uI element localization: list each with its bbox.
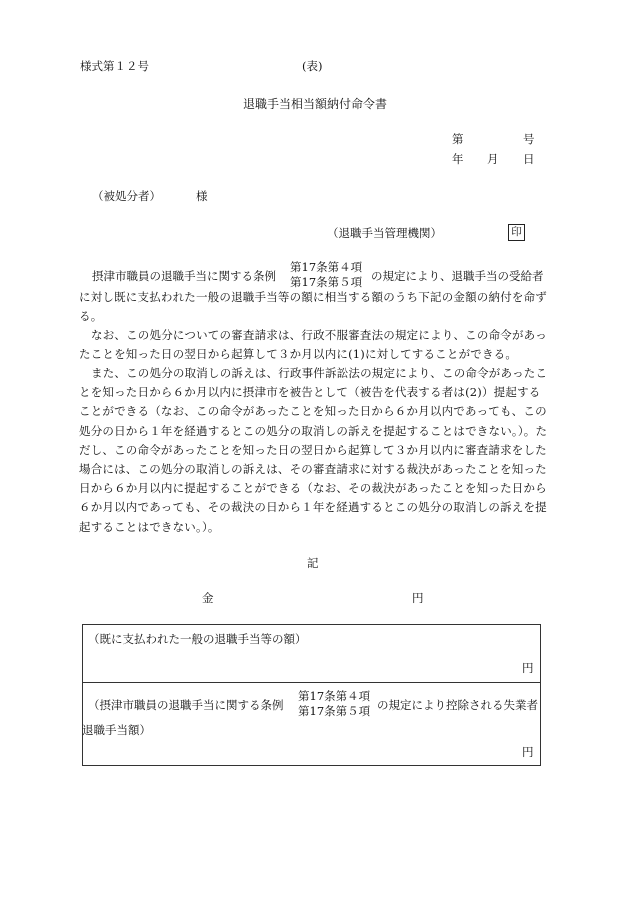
table-divider [82,682,541,683]
paid-amount-label: （既に支払われた一般の退職手当等の額） [88,632,307,646]
ordinance-clause-suffix: の規定により、退職手当の受給者 [371,269,544,283]
issue-date-year: 年 [452,152,464,166]
addressee-honorific: 様 [196,189,208,203]
deduction-article-option-4: 第17条第４項 [298,689,371,703]
deduction-article-choice [298,689,370,719]
authority-label: （退職手当管理機関） [327,226,442,240]
amount-unit: 円 [412,591,424,605]
lawsuit-notice: また、この処分の取消しの訴えは、行政事件訴訟法の規定により、この命令があったことを知った日から６か月以内に摂津市を被告として（被告を代表する者は(2)）提起することができる（なお、この命令があったことを知った日から６か月以内であっても、この処分の日から１年を経過するとこの処分の取消しの訴えを提起することはできない。）。ただし、この命令があったことを知った日の翌日から起算して３か月以内に審査請求をした場合には、この処分の取消しの訴えは、その審査請求に対する裁決があったことを知った日から６か月以内に提起することができる（なお、その裁決があったことを知った日から６か月以内であっても、その裁決の日から１年を経過するとこの処分の取消しの訴えを提起することはできない。）。 [79,366,548,534]
issue-date-month: 月 [487,152,499,166]
issue-date-day: 日 [523,152,535,166]
ordinance-name: 摂津市職員の退職手当に関する条例 [92,269,276,283]
deduction-ordinance-name: （摂津市職員の退職手当に関する条例 [88,698,284,712]
unemployment-allowance-label: 退職手当額） [82,723,151,737]
ki-heading: 記 [307,556,319,570]
payment-order-text: に対し既に支払われた一般の退職手当等の額に相当する額のうち下記の金額の納付を命ずる。 [79,290,547,324]
review-request-notice: なお、この処分についての審査請求は、行政不服審査法の規定により、この命令があったことを知った日の翌日から起算して３か月以内に(1)に対してすることができる。 [79,328,547,362]
amount-label: 金 [202,591,214,605]
form-number: 様式第１２号 [80,59,149,73]
paid-amount-unit: 円 [522,661,534,675]
deduction-article-option-5: 第17条第５項 [298,704,371,718]
seal-mark: 印 [508,224,525,241]
article-choice [290,260,362,290]
issue-number-suffix: 号 [523,132,535,146]
addressee-label: （被処分者） [92,189,161,203]
deduction-clause-suffix: の規定により控除される失業者 [377,698,538,712]
article-option-5: 第17条第５項 [290,275,363,289]
document-title: 退職手当相当額納付命令書 [243,97,388,111]
article-option-4: 第17条第４項 [290,260,363,274]
deduction-amount-unit: 円 [522,745,534,759]
issue-number-prefix: 第 [452,132,464,146]
side-indicator: (表) [302,59,323,73]
